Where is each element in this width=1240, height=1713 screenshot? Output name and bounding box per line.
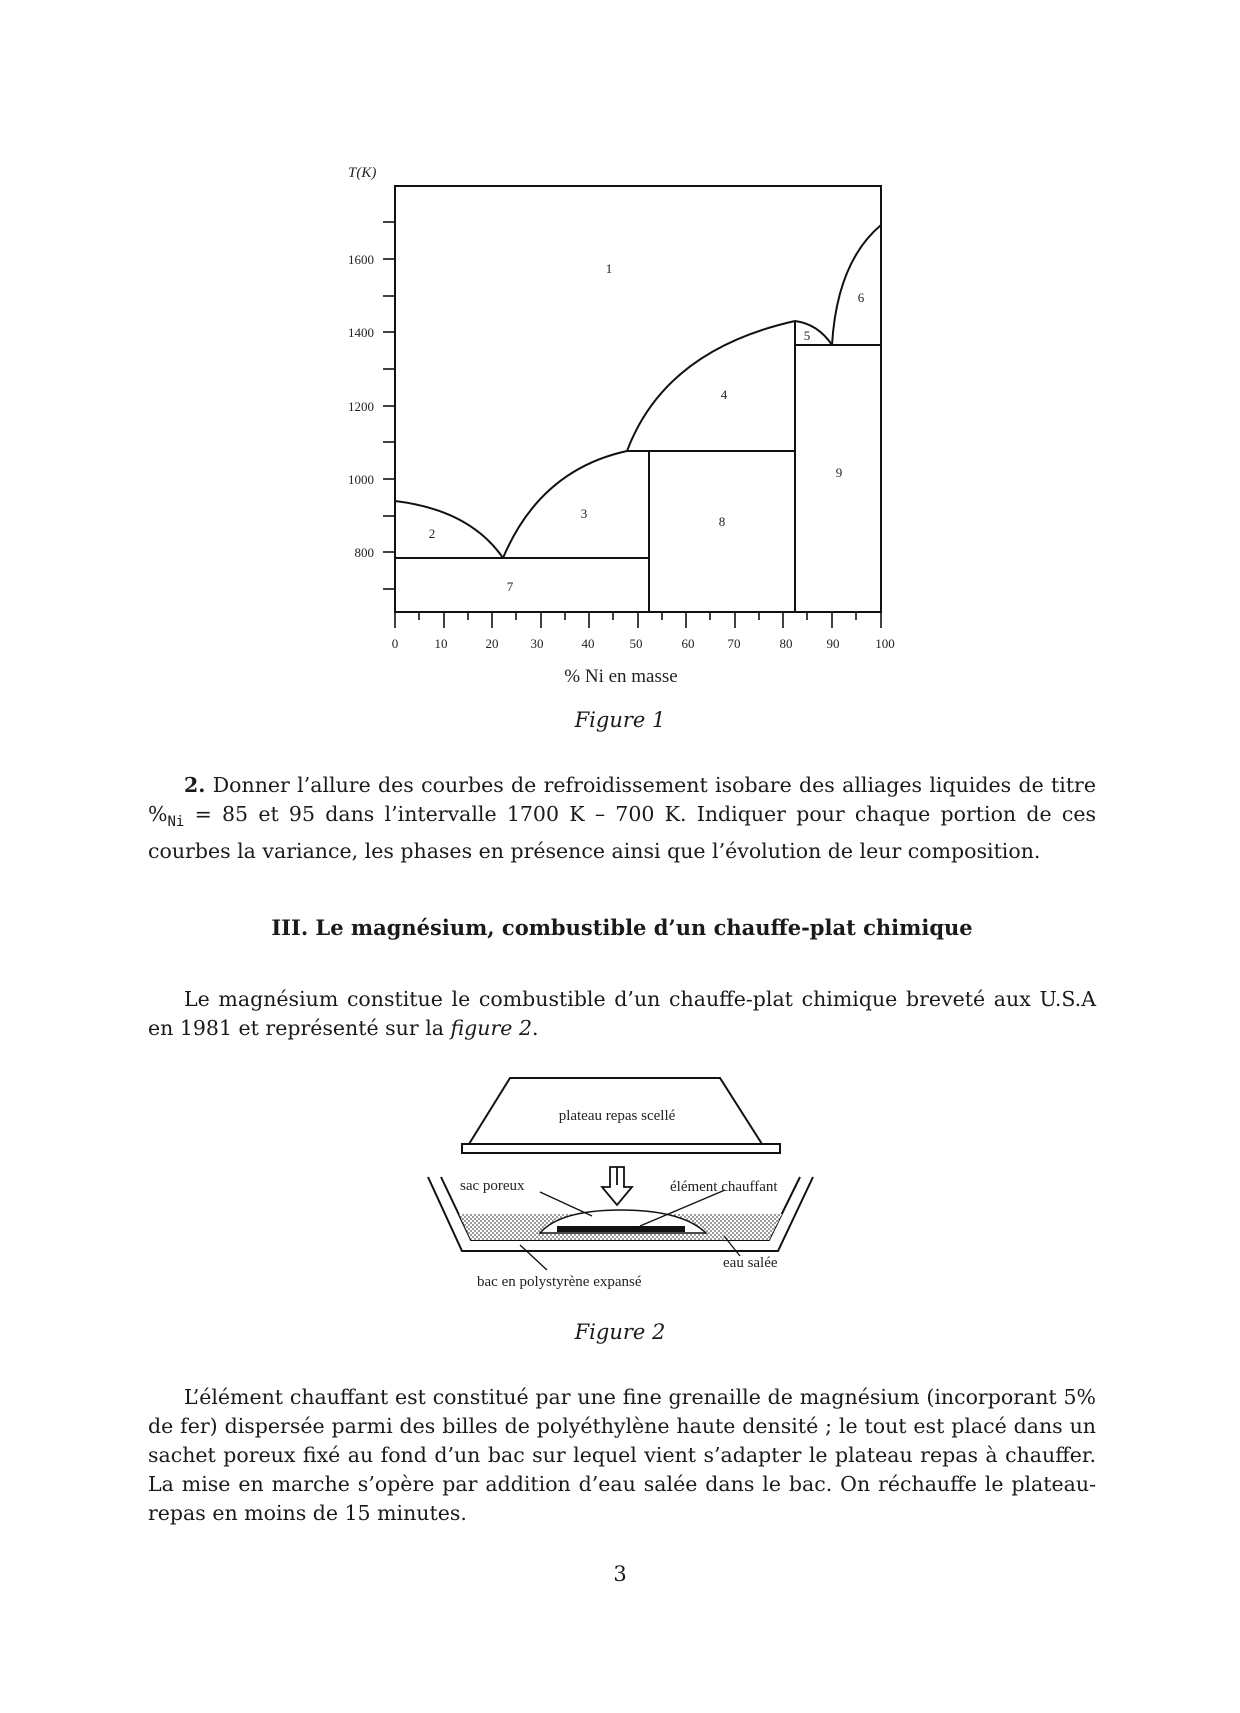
x-tick-label: 50	[629, 636, 643, 651]
x-tick-label: 90	[826, 636, 840, 651]
figure-1-caption: Figure 1	[574, 708, 666, 732]
region-label-1: 1	[605, 261, 613, 276]
liquidus-eutectic1-right	[503, 451, 627, 558]
x-tick-label: 10	[434, 636, 448, 651]
y-tick-label: 1600	[348, 252, 374, 267]
region-label-4: 4	[720, 387, 728, 402]
liquidus-compound-right	[795, 321, 832, 345]
paragraph-1	[148, 985, 1096, 1043]
question-text-2: = 85 et 95 dans l’intervalle 1700 K – 700 K. Indiquer pour chaque portion de ces courbes la variance, les phases en présence ainsi que l’évolution de leur composition.	[148, 802, 1096, 864]
water-label: eau salée	[723, 1255, 778, 1271]
heating-element	[557, 1226, 685, 1232]
y-tick-marks	[383, 222, 395, 589]
y-axis-label: T(K)	[348, 165, 377, 181]
heater-diagram	[0, 1070, 1240, 1300]
x-tick-marks	[395, 612, 881, 628]
paragraph-1-text: Le magnésium constitue le combustible d’un chauffe-plat chimique breveté aux U.S.A en 1981 et représenté sur la	[148, 987, 1096, 1040]
question-number: 2.	[184, 773, 206, 797]
x-tick-label: 70	[727, 636, 741, 651]
y-tick-label: 1400	[348, 325, 374, 340]
tray-label: plateau repas scellé	[558, 1108, 676, 1124]
bag-label: sac poreux	[460, 1178, 525, 1194]
paragraph-2: L’élément chauffant est constitué par une fine grenaille de magnésium (incorporant 5% de fer) dispersée parmi des billes de polyéthylène haute densité ; le tout est placé dans un sachet poreux fixé au fond d’un bac sur lequel vient s’adapter le plateau repas à chauffer. La mise en marche s’opère par addition d’eau salée dans le bac. On réchauffe le plateau-repas en moins de 15 minutes.	[148, 1385, 1096, 1525]
region-label-5: 5	[803, 328, 811, 343]
paragraph-1-end: .	[532, 1016, 539, 1040]
region-label-9: 9	[835, 465, 843, 480]
liquidus-ni-compound	[627, 321, 795, 451]
page-number: 3	[613, 1562, 627, 1586]
region-label-6: 6	[857, 290, 865, 305]
x-tick-label: 60	[681, 636, 695, 651]
liquidus-ni-side	[832, 225, 881, 345]
region-label-8: 8	[718, 514, 726, 529]
percent-sign: %	[148, 802, 168, 826]
y-tick-label: 800	[354, 545, 374, 560]
question-2	[148, 771, 1096, 866]
figure-2-caption: Figure 2	[574, 1320, 666, 1344]
x-tick-label: 100	[875, 636, 895, 651]
x-axis-label: % Ni en masse	[564, 666, 678, 687]
region-label-2: 2	[428, 526, 436, 541]
section-3-title: III. Le magnésium, combustible d’un chauffe-plat chimique	[271, 915, 973, 940]
liquidus-mg-side	[395, 501, 503, 558]
plot-frame	[395, 186, 881, 612]
y-tick-label: 1000	[348, 472, 374, 487]
heater-label: élément chauffant	[670, 1179, 778, 1195]
y-tick-label: 1200	[348, 399, 374, 414]
phase-boundaries	[395, 225, 881, 612]
phase-diagram	[0, 0, 1240, 700]
x-tick-label: 30	[530, 636, 544, 651]
down-arrow-icon	[602, 1167, 632, 1205]
question-text-1: Donner l’allure des courbes de refroidissement isobare des alliages liquides de titre	[205, 773, 1096, 797]
x-tick-label: 0	[391, 636, 399, 651]
tray-base	[462, 1144, 780, 1153]
figure-2-reference: figure 2	[450, 1016, 532, 1040]
region-label-7: 7	[506, 579, 514, 594]
x-tick-label: 40	[581, 636, 595, 651]
tub-label: bac en polystyrène expansé	[477, 1274, 642, 1290]
region-label-3: 3	[580, 506, 588, 521]
x-tick-label: 20	[485, 636, 499, 651]
x-tick-label: 80	[779, 636, 793, 651]
ni-subscript: Ni	[167, 814, 185, 831]
